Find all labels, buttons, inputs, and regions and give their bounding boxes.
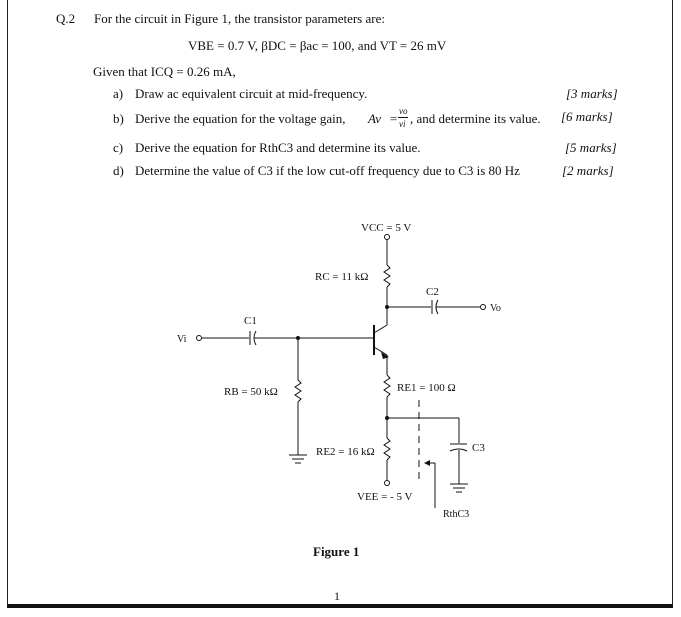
question-intro: For the circuit in Figure 1, the transistor parameters are: [94, 11, 385, 26]
part-d-label: d) [113, 163, 124, 178]
c2-label: C2 [426, 286, 439, 298]
rthc3-arrowhead [424, 460, 430, 466]
part-b-marks: [6 marks] [561, 109, 613, 124]
part-b-label: b) [113, 111, 124, 126]
re2-resistor [384, 438, 390, 460]
part-a-label: a) [113, 86, 124, 101]
re1-resistor [384, 375, 390, 397]
rthc3-label: RthC3 [443, 509, 470, 520]
given-icq: Given that ICQ = 0.26 mA, [93, 64, 236, 79]
question-number: Q.2 [56, 11, 76, 26]
rb-label: RB = 50 kΩ [224, 386, 278, 398]
re2-label: RE2 = 16 kΩ [316, 446, 375, 458]
c3-label: C3 [472, 442, 485, 454]
re-junction [385, 416, 389, 420]
vo-label: Vo [490, 303, 501, 314]
rc-label: RC = 11 kΩ [315, 271, 369, 283]
part-d-text: Determine the value of C3 if the low cut-off frequency due to C3 is 80 Hz [135, 163, 520, 178]
transistor-params: VBE = 0.7 V, βDC = βac = 100, and VT = 26 mV [188, 38, 447, 53]
part-c-marks: [5 marks] [565, 140, 617, 155]
transistor-emitter-lead [374, 347, 387, 355]
part-a-marks: [3 marks] [566, 86, 618, 101]
part-c-text: Derive the equation for RthC3 and determine its value. [135, 140, 421, 155]
vee-label: VEE = - 5 V [357, 491, 413, 503]
rc-resistor [384, 265, 390, 287]
part-b-text-after: , and determine its value. [410, 111, 541, 126]
vo-terminal [481, 305, 486, 310]
collector-junction [385, 305, 389, 309]
figure-caption: Figure 1 [313, 544, 360, 559]
page-number: 1 [334, 589, 340, 603]
c1-label: C1 [244, 315, 257, 327]
vcc-terminal [385, 235, 390, 240]
vee-terminal [385, 481, 390, 486]
part-c-label: c) [113, 140, 124, 155]
re1-label: RE1 = 100 Ω [397, 382, 456, 394]
rb-resistor [295, 380, 301, 402]
part-d-marks: [2 marks] [562, 163, 614, 178]
emitter-arrow [381, 352, 389, 359]
transistor-collector-lead [374, 325, 387, 333]
part-a-text: Draw ac equivalent circuit at mid-frequency. [135, 86, 368, 101]
gain-symbol: Av [368, 111, 381, 126]
fraction-numerator: vo [399, 106, 408, 116]
vi-label: Vi [177, 334, 187, 345]
vi-terminal [197, 336, 202, 341]
gain-equals: = [390, 111, 398, 126]
base-junction [296, 336, 300, 340]
part-b-text-before: Derive the equation for the voltage gain, [135, 111, 346, 126]
vcc-label: VCC = 5 V [361, 222, 412, 234]
fraction-denominator: vi [399, 119, 406, 129]
